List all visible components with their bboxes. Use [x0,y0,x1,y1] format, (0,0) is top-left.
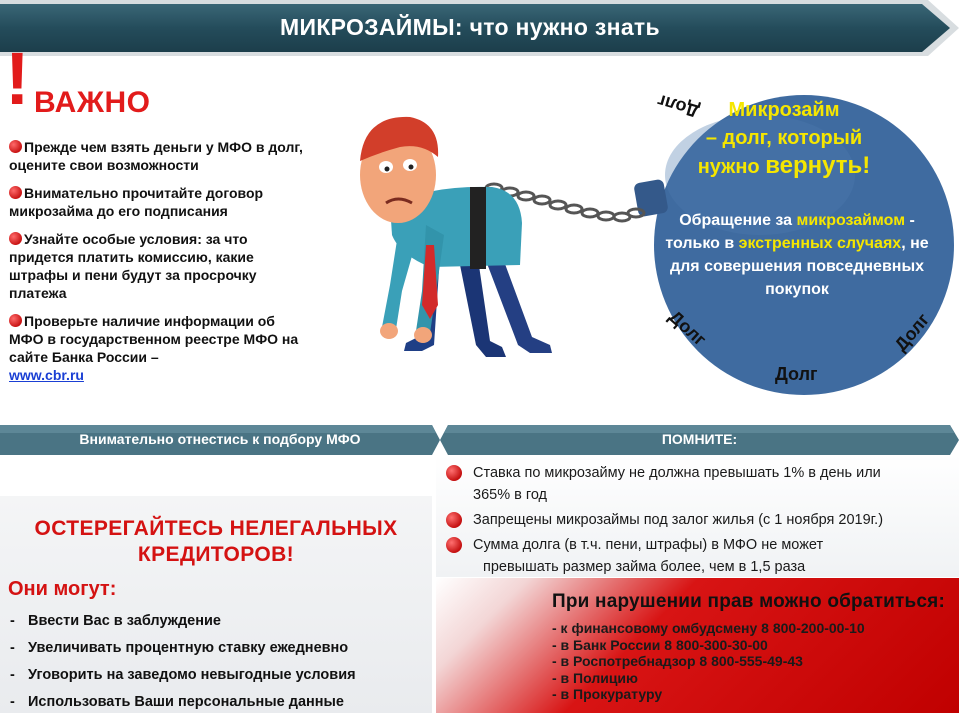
remember-item: Ставка по микрозайму не должна превышать 1% в день или 365% в год [446,462,946,506]
beware-list [10,608,430,713]
bullet-icon [9,232,22,245]
right-band [440,425,959,455]
bullet-icon [446,512,462,528]
remember-list [446,462,946,581]
ball-note: Обращение за микрозаймом - только в экстренных случаях, не для совершения повседневных покупок [665,212,929,298]
header-ribbon [0,0,959,66]
violation-title: При нарушении прав можно обратиться: [552,591,945,612]
tips-list [9,138,309,394]
left-band-title: Внимательно отнестись к подбору МФО [79,431,361,447]
remember-item: Запрещены микрозаймы под залог жилья (с 1 ноября 2019г.) [446,509,946,531]
tip-item [9,312,309,384]
contact-item: - в Прокуратуру [552,686,663,702]
bullet-icon [9,314,22,327]
bullet-icon [446,537,462,553]
debt-word: Долг [775,364,818,384]
contact-item: - в Роспотребнадзор 8 800-555-49-43 [552,653,803,669]
tip-item [9,230,309,302]
cbr-link[interactable]: www.cbr.ru [9,367,84,383]
tip-text: Узнайте особые условия: за что придется платить комиссию, какие штрафы и пени будут за просрочку платежа [9,231,257,301]
exclamation-icon: ! [5,37,30,120]
beware-item: - Использовать Ваши персональные данные [10,694,344,710]
ball-headline [673,96,895,181]
page-title: МИКРОЗАЙМЫ: что нужно знать [280,14,660,40]
bullet-icon [9,140,22,153]
man-figure [360,117,552,357]
left-band [0,425,440,455]
debt-word: Долг [665,306,711,350]
contact-item: - в Банк России 8 800-300-30-00 [552,636,768,653]
tip-item [9,138,309,174]
contact-item: - к финансовому омбудсмену 8 800-200-00-10 [552,620,865,636]
tip-item [9,184,309,220]
remember-item: Сумма долга (в т.ч. пени, штрафы) в МФО не может превышать размер займа более, чем в 1,5 раза [446,534,946,578]
debt-word: Долг [654,90,702,122]
right-band-title: ПОМНИТЕ: [661,431,738,447]
beware-subtitle: Они могут: [8,578,117,600]
beware-item: - Уговорить на заведомо невыгодные условия [10,667,356,683]
bullet-icon [446,465,462,481]
important-heading: ВАЖНО [34,86,151,119]
beware-item: - Ввести Вас в заблуждение [10,613,221,629]
beware-item: - Увеличивать процентную ставку ежедневно [10,640,349,656]
tip-text: Прежде чем взять деньги у МФО в долг, оцените свои возможности [9,139,303,173]
ball-headline-line: – долг, который [705,127,863,149]
debt-word: Долг [890,309,934,355]
tip-text: Внимательно прочитайте договор микрозайма до его подписания [9,185,264,219]
ball-headline-line: Микрозайм [728,99,840,121]
contact-item: - в Полицию [552,669,638,686]
bullet-icon [9,186,22,199]
tip-text: Проверьте наличие информации об МФО в государственном реестре МФО на сайте Банка России – [9,313,299,365]
contacts-list [552,620,865,703]
beware-title: ОСТЕРЕГАЙТЕСЬ НЕЛЕГАЛЬНЫХ КРЕДИТОРОВ! [34,517,398,566]
ball-headline-line: нужно вернуть! [697,152,871,179]
